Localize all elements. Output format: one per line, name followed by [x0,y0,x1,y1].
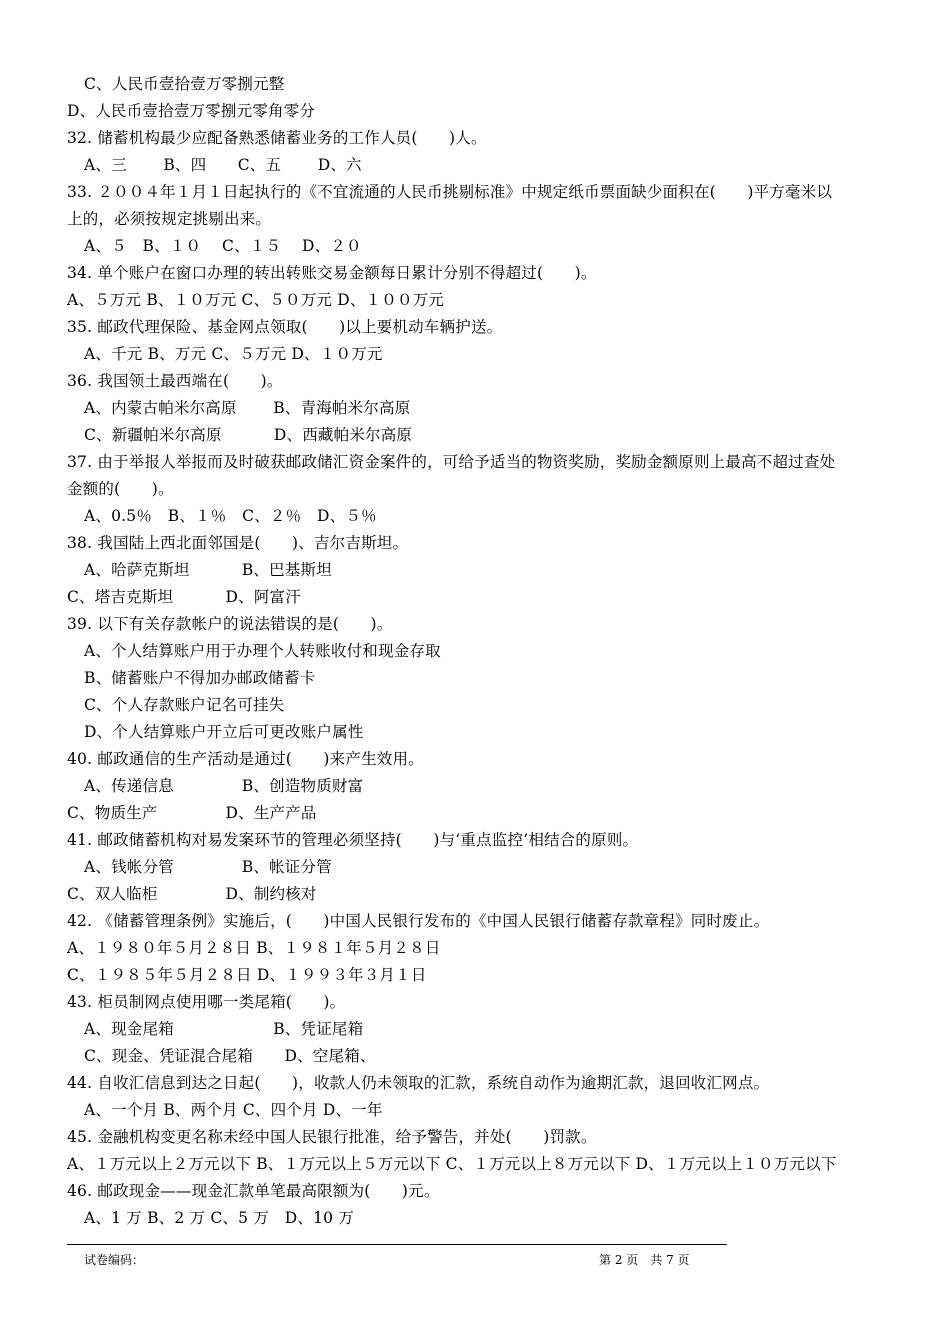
text-line: 36. 我国领土最西端在( )。 [67,372,283,390]
text-line: 41. 邮政储蓄机构对易发案环节的管理必须坚持( )与‘重点监控’相结合的原则。 [67,831,639,849]
text-line: A、一个月 B、两个月 C、四个月 D、一年 [84,1101,383,1119]
text-line: A、钱帐分管 B、帐证分管 [84,858,332,876]
text-line: 44. 自收汇信息到达之日起( )，收款人仍未领取的汇款，系统自动作为逾期汇款，退回收汇网点。 [67,1074,770,1092]
text-line: C、物质生产 D、生产产品 [67,804,317,822]
text-line: 43. 柜员制网点使用哪一类尾箱( )。 [67,993,346,1011]
text-line: A、１９８０年５月２８日 B、１９８１年５月２８日 [67,939,441,957]
footer-divider [67,1244,727,1245]
text-line: A、千元 B、万元 C、５万元 D、１０万元 [84,345,383,363]
text-line: A、1 万 B、2 万 C、5 万 D、10 万 [84,1209,355,1227]
text-line: 34. 单个账户在窗口办理的转出转账交易金额每日累计分别不得超过( )。 [67,264,597,282]
text-line: C、人民币壹拾壹万零捌元整 [84,75,285,93]
text-line: C、个人存款账户记名可挂失 [84,696,285,714]
text-line: A、５ B、１０ C、１５ D、２０ [84,237,362,255]
text-line: 45. 金融机构变更名称未经中国人民银行批准，给予警告，并处( )罚款。 [67,1128,597,1146]
text-line: A、哈萨克斯坦 B、巴基斯坦 [84,561,332,579]
text-line: A、三 B、四 C、五 D、六 [84,156,362,174]
text-line: D、人民币壹拾壹万零捌元零角零分 [67,102,316,120]
text-line: 40. 邮政通信的生产活动是通过( )来产生效用。 [67,750,424,768]
text-line: 35. 邮政代理保险、基金网点领取( )以上要机动车辆护送。 [67,318,503,336]
text-line: B、储蓄账户不得加办邮政储蓄卡 [84,669,316,687]
text-line: 39. 以下有关存款帐户的说法错误的是( )。 [67,615,393,633]
text-line: 上的，必须按规定挑剔出来。 [67,210,272,228]
text-line: C、双人临柜 D、制约核对 [67,885,317,903]
text-line: A、内蒙古帕米尔高原 B、青海帕米尔高原 [84,399,411,417]
exam-code-label: 试卷编码： [84,1253,145,1267]
text-line: A、现金尾箱 B、凭证尾箱 [84,1020,364,1038]
text-line: D、个人结算账户开立后可更改账户属性 [84,723,364,741]
text-line: 46. 邮政现金——现金汇款单笔最高限额为( )元。 [67,1182,440,1200]
text-line: C、塔吉克斯坦 D、阿富汗 [67,588,301,606]
text-line: C、新疆帕米尔高原 D、西藏帕米尔高原 [84,426,413,444]
text-line: C、１９８５年５月２８日 D、１９９３年３月１日 [67,966,427,984]
text-line: C、现金、凭证混合尾箱 D、空尾箱、 [84,1047,376,1065]
text-line: 33. ２００４年１月１日起执行的《不宜流通的人民币挑剔标准》中规定纸币票面缺少面积在( )平方毫米以 [67,183,833,201]
text-line: 32. 储蓄机构最少应配备熟悉储蓄业务的工作人员( )人。 [67,129,487,147]
text-line: A、传递信息 B、创造物质财富 [84,777,364,795]
text-line: 金额的( )。 [67,480,174,498]
text-line: 38. 我国陆上西北面邻国是( )、吉尔吉斯坦。 [67,534,409,552]
text-line: A、0.5％ B、１％ C、２％ D、５％ [84,507,377,525]
text-line: A、１万元以上２万元以下 B、１万元以上５万元以下 C、１万元以上８万元以下 D、１万元以上１０万元以下 [67,1155,837,1173]
text-line: 37. 由于举报人举报而及时破获邮政储汇资金案件的，可给予适当的物资奖励，奖励金额原则上最高不超过查处 [67,453,836,471]
page-number: 第 2 页 共 7 页 [599,1253,690,1267]
text-line: A、个人结算账户用于办理个人转账收付和现金存取 [84,642,441,660]
text-line: 42. 《储蓄管理条例》实施后，( )中国人民银行发布的《中国人民银行储蓄存款章程》同时废止。 [67,912,770,930]
text-line: A、５万元 B、１０万元 C、５０万元 D、１００万元 [67,291,445,309]
